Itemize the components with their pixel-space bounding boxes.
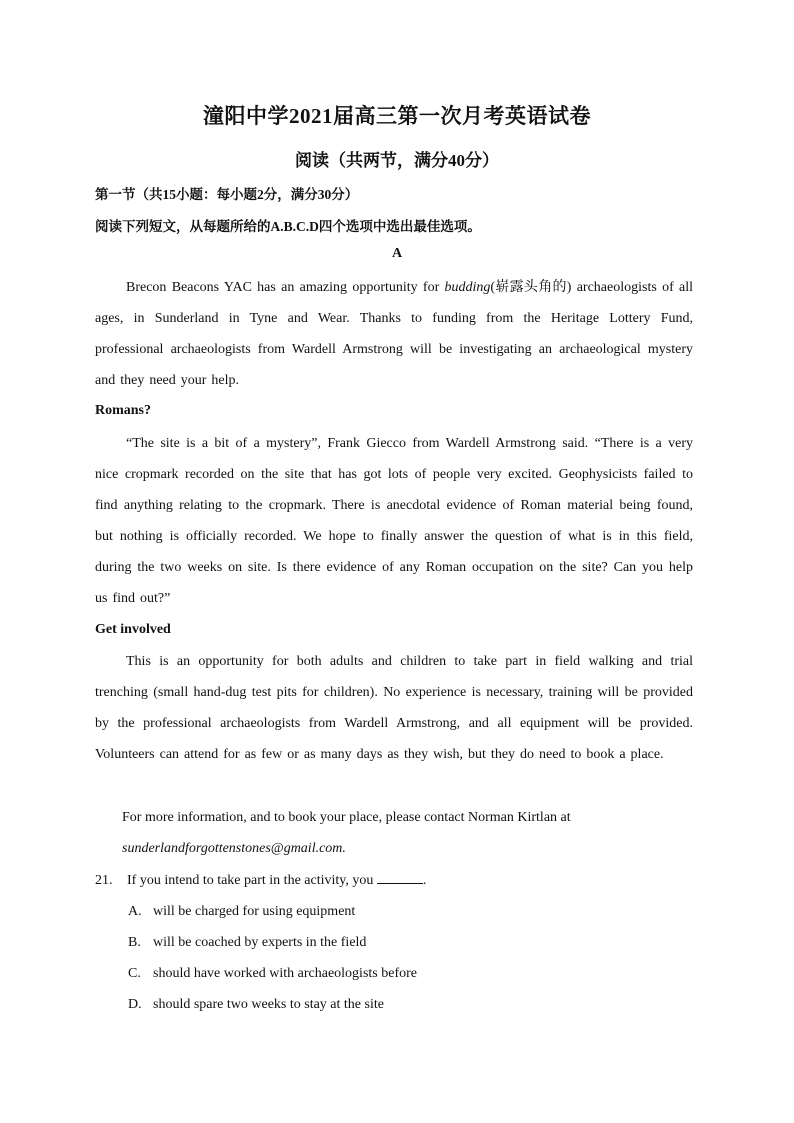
passage-label: A <box>391 246 403 261</box>
question-text: If you intend to take part in the activity, you <box>127 873 374 888</box>
exam-subtitle: 阅读（共两节，满分40分） <box>295 151 499 170</box>
option-letter: B. <box>128 935 141 950</box>
contact-email: sunderlandforgottenstones@gmail.com. <box>122 841 346 856</box>
question-end: . <box>422 873 427 888</box>
option-letter: C. <box>128 966 141 981</box>
intro-text-start: Brecon Beacons YAC has an amazing opportunity for <box>126 280 445 295</box>
instruction-text: 阅读下列短文，从每题所给的A.B.C.D四个选项中选出最佳选项。 <box>95 219 481 234</box>
section-heading: 第一节（共15小题：每小题2分，满分30分） <box>95 187 359 202</box>
option-c[interactable] <box>128 964 417 984</box>
option-text: should spare two weeks to stay at the site <box>153 997 384 1012</box>
option-d[interactable] <box>128 995 384 1015</box>
question-stem <box>95 870 426 891</box>
option-letter: A. <box>128 904 142 919</box>
romans-paragraph: “The site is a bit of a mystery”, Frank Giecco from Wardell Armstrong said. “There is a very nice cropmark recorded on the site that has got lots of people very excited. Geophysicists failed to find anything relating to the cropmark. There is anecdotal evidence of Roman material being found, but nothing is officially recorded. We hope to finally answer the question of what is in this field, during the two weeks on site. Is there evidence of any Roman occupation on the site? Can you help us find out?” <box>95 436 693 606</box>
answer-blank <box>377 870 423 884</box>
exam-title: 潼阳中学2021届高三第一次月考英语试卷 <box>203 104 591 128</box>
option-text: will be coached by experts in the field <box>153 935 367 950</box>
get-involved-paragraph: This is an opportunity for both adults and children to take part in field walking and trial trenching (small hand-dug test pits for children). No experience is necessary, training will be provided by the professional archaeologists from Wardell Armstrong, and all equipment will be provided. Volunteers can attend for as few or as many days as they wish, but they do need to book a place. <box>95 654 693 762</box>
romans-heading: Romans? <box>95 403 152 418</box>
get-involved-heading: Get involved <box>95 622 171 637</box>
option-letter: D. <box>128 997 142 1012</box>
contact-line: For more information, and to book your place, please contact Norman Kirtlan at <box>122 810 571 825</box>
question-number: 21. <box>95 873 113 888</box>
intro-paragraph <box>95 272 693 396</box>
option-a[interactable] <box>128 902 355 922</box>
option-text: should have worked with archaeologists before <box>153 966 417 981</box>
option-b[interactable] <box>128 933 366 953</box>
option-text: will be charged for using equipment <box>153 904 356 919</box>
intro-text-rest: (崭露头角的) archaeologists of all ages, in Sunderland in Tyne and Wear. Thanks to funding from the Heritage Lottery Fund, professional archaeologists from Wardell Armstrong will be investigating an archaeological mystery and they need your help. <box>95 280 693 388</box>
italic-term: budding <box>444 280 491 295</box>
